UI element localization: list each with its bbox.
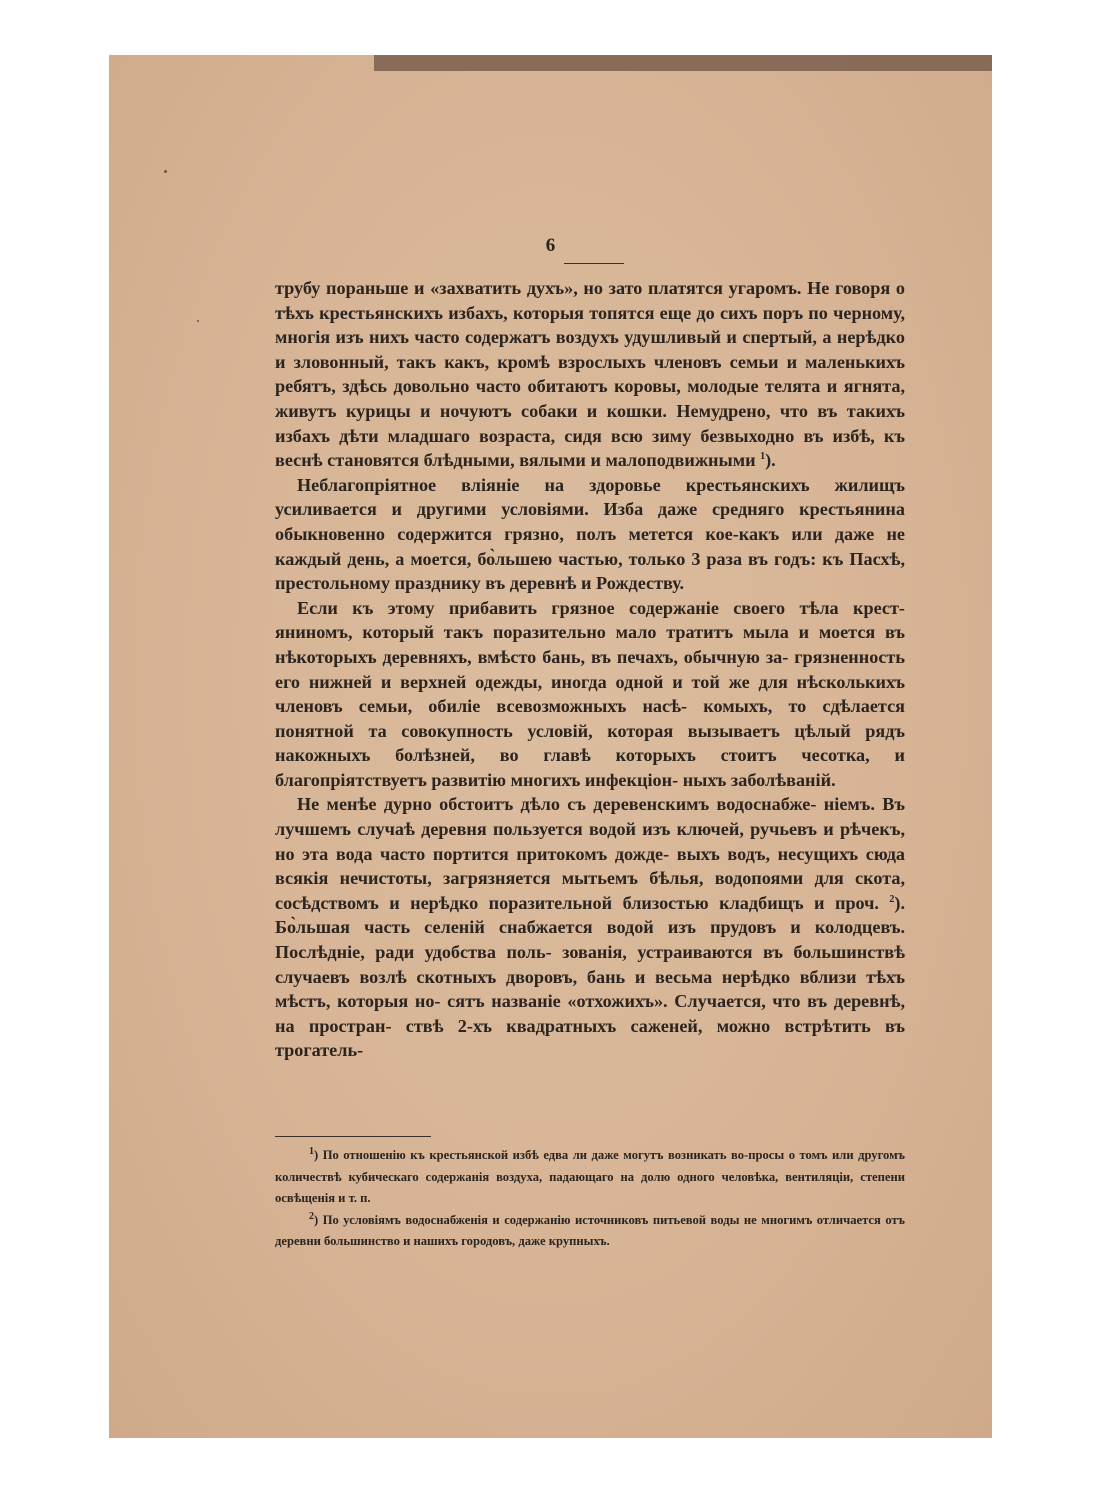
footnote-ref: 1 — [760, 451, 766, 463]
text-line: веснѣ становятся блѣдными, вялыми и малоподвижными — [275, 450, 756, 471]
text-line: дѣти младшаго возраста, сидя всю зиму безвыходно въ избѣ, къ — [339, 425, 906, 446]
scan-edge-strip — [374, 55, 992, 71]
text-line: зованія, устраиваются въ большинствѣ случаевъ возлѣ скотныхъ — [275, 942, 906, 987]
text-line: не каждый день, а моется, бо̀льшею частью, только 3 раза въ годъ: — [275, 523, 905, 569]
text-line: дворовъ, бань и весьма нерѣдко вблизи тѣхъ мѣстъ, которыя но- — [275, 966, 905, 1012]
text-line: бѣлья, водопоями для скота, сосѣдствомъ и нерѣдко поразительной — [275, 868, 905, 913]
text-line: выхъ водъ, несущихъ сюда всякія нечистоты, загрязняется мытьемъ — [275, 843, 905, 889]
text-line: трубу пораньше и «захватить духъ», но зато платятся угаромъ. — [275, 278, 802, 298]
text-line: въ нѣкоторыхъ деревняхъ, вмѣсто бань, въ печахъ, обычную за- — [275, 622, 906, 667]
text-line: усиливается и другими условіями. Изба даже средняго крестьянина — [275, 499, 905, 520]
text-line: взрослыхъ членовъ семьи и маленькихъ ребятъ, здѣсь довольно — [275, 351, 905, 397]
text-line: удушливый и спертый, а нерѣдко и зловонный, такъ какъ, кромѣ — [275, 327, 905, 372]
footnote — [275, 1210, 905, 1253]
text-line: часто обитаютъ коровы, молодые телята и ягнята, живутъ курицы — [275, 376, 905, 421]
page-number-rule — [564, 263, 624, 264]
text-line: и ночуютъ собаки и кошки. Немудрено, что въ такихъ избахъ — [275, 400, 906, 446]
paragraph — [275, 276, 905, 473]
text-line: обыкновенно содержится грязно, полъ метется кое-какъ или даже — [275, 523, 875, 544]
text-line: ручьевъ и рѣчекъ, но эта вода часто портится притокомъ дожде- — [275, 819, 906, 864]
footnotes — [275, 1145, 905, 1253]
page-number: 6 — [545, 235, 556, 256]
text-line: яниномъ, который такъ поразительно мало тратитъ мыла и моется — [275, 622, 876, 643]
text-line: стоитъ чесотка, и благопріятствуетъ развитію многихъ инфекціон- — [275, 745, 905, 790]
text-line: комыхъ, то сдѣлается понятной та совокупность условій, которая — [275, 696, 905, 741]
text-line: Неблагопріятное вліяніе на здоровье крестьянскихъ жилищъ — [297, 474, 905, 495]
scanned-page — [109, 55, 992, 1438]
scan-speck — [197, 320, 199, 322]
text-line: Если къ этому прибавить грязное содержаніе своего тѣла крест- — [297, 597, 905, 618]
paragraph — [275, 792, 905, 1063]
text-line: сятъ названіе «отхожихъ». Случается, что въ деревнѣ, на простран- — [275, 991, 906, 1036]
footnote-mark: 1 — [309, 1145, 314, 1157]
text-line: ныхъ заболѣваній. — [682, 769, 836, 790]
footnote-text: ) По условіямъ водоснабженія и содержанію источниковъ питьевой воды не многимъ отличается отъ деревни большинство и нашихъ городовъ, даже крупныхъ. — [275, 1212, 905, 1248]
text-line: Не менѣе дурно обстоитъ дѣло съ деревенскимъ водоснабже- — [297, 794, 817, 815]
text-line: грязненность его нижней и верхней одежды, иногда одной и той — [275, 646, 905, 692]
footnote — [275, 1145, 905, 1210]
text-line: къ Пасхѣ, престольному празднику въ деревнѣ и Рождеству. — [275, 548, 905, 594]
paragraph — [275, 596, 905, 793]
footnote-text: ) По отношенію къ крестьянской избѣ едва ли даже могутъ возникать во-просы о томъ или другомъ количествѣ кубическаго содержанія воздуха, падающаго на долю одного человѣка, вентиляціи, степени освѣщенія и т. п. — [275, 1148, 905, 1205]
text-line: ). Бо̀льшая часть селеній снабжается — [275, 892, 906, 938]
footnote-ref: 2 — [889, 893, 895, 905]
footnote-mark: 2 — [309, 1210, 314, 1222]
text-line: ). — [765, 450, 776, 471]
main-text — [275, 276, 905, 1063]
text-line: Не говоря о тѣхъ крестьянскихъ избахъ, которыя топятся еще до — [275, 278, 905, 323]
text-line: ствѣ 2-хъ квадратныхъ саженей, можно встрѣтить въ трогатель- — [275, 1015, 906, 1061]
text-line: близостью кладбищъ и проч. — [622, 892, 879, 913]
paragraph — [275, 473, 905, 596]
scan-speck — [164, 170, 167, 173]
text-line: водой изъ прудовъ и колодцевъ. Послѣдніе, ради удобства поль- — [275, 917, 906, 963]
footnote-rule — [275, 1136, 431, 1137]
text-line: вызываетъ цѣлый рядъ накожныхъ болѣзней, во главѣ которыхъ — [275, 720, 906, 766]
text-line: же для нѣсколькихъ членовъ семьи, обиліе всевозможныхъ насѣ- — [275, 671, 905, 717]
text-line: ніемъ. Въ лучшемъ случаѣ деревня пользуется водой изъ ключей, — [275, 794, 905, 840]
text-line: сихъ поръ по черному, многія изъ нихъ часто содержатъ воздухъ — [275, 302, 905, 348]
